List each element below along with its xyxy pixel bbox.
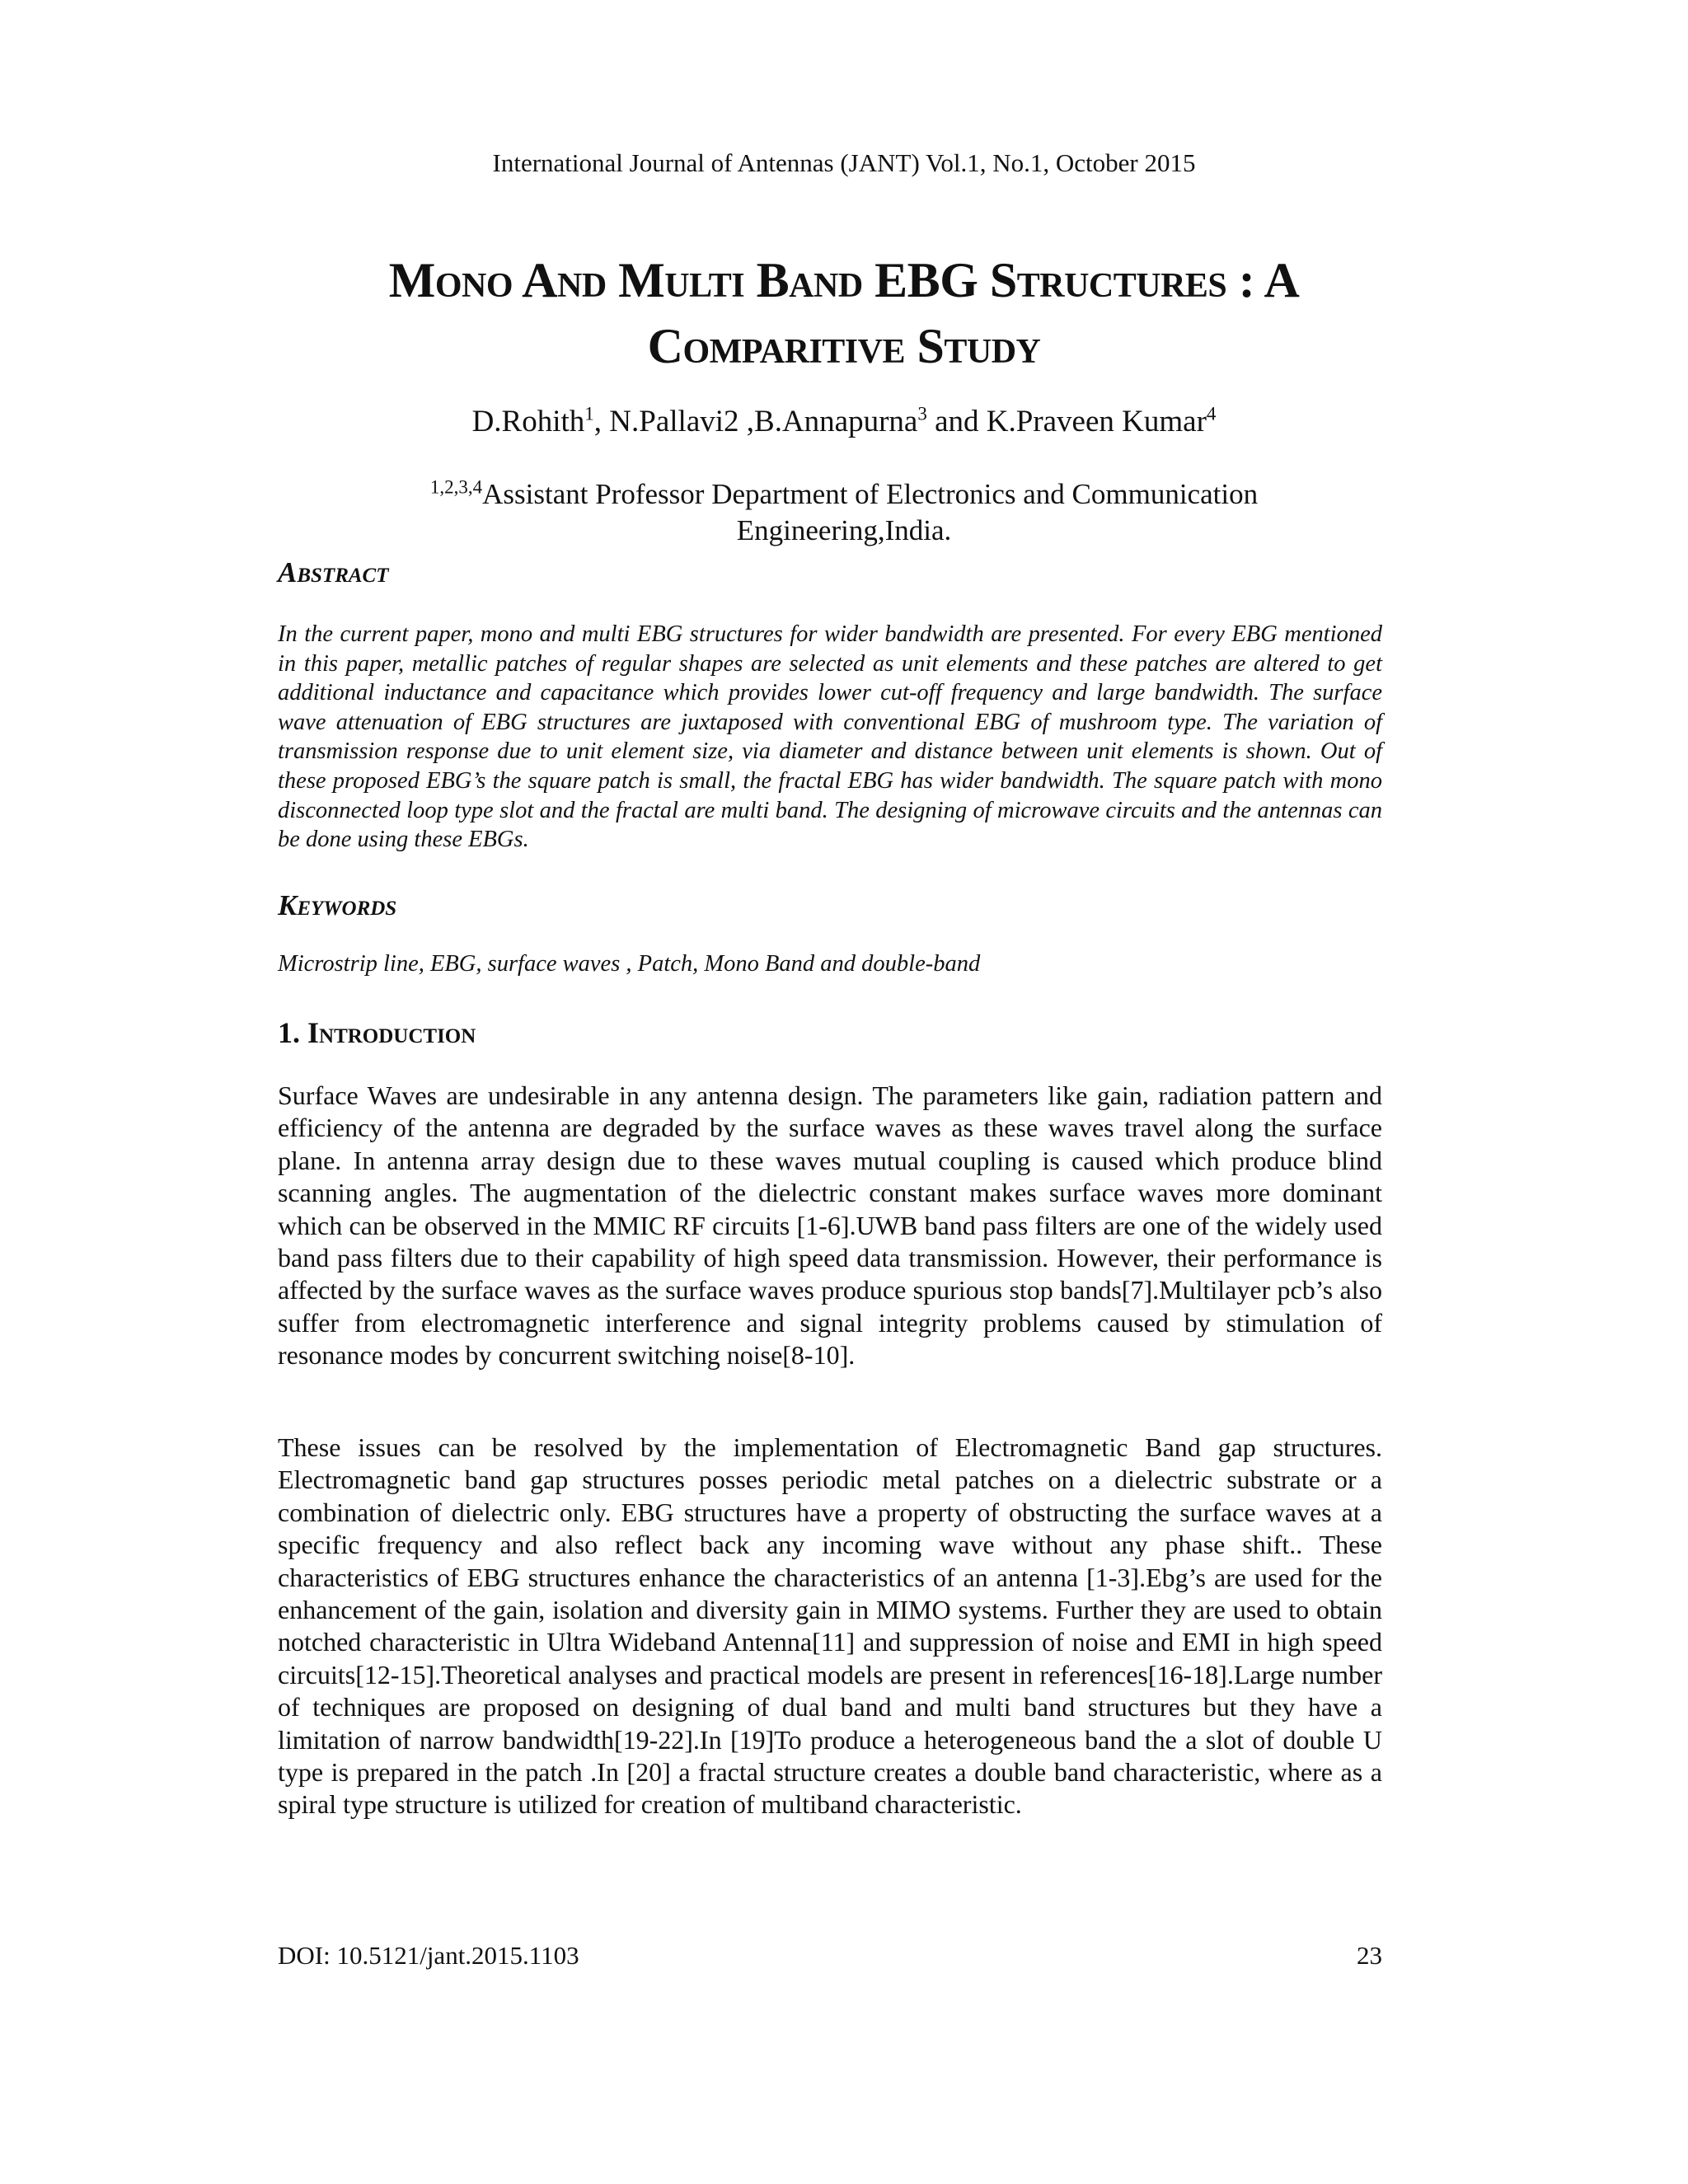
abstract-heading: Abstract (278, 556, 389, 588)
journal-running-head: International Journal of Antennas (JANT) Vol.1, No.1, October 2015 (492, 148, 1196, 177)
introduction-paragraph-1: Surface Waves are undesirable in any antenna design. The parameters like gain, radiation pattern and efficiency of the antenna are degraded by the surface waves as these waves travel along the surface plane. In antenna array design due to these waves mutual coupling is caused which produce blind scanning angles. The augmentation of the dielectric constant makes surface waves more dominant which can be observed in the MMIC RF circuits [1-6].UWB band pass filters are one of the widely used band pass filters due to their capability of high speed data transmission. However, their performance is affected by the surface waves as the surface waves produce spurious stop bands[7].Multilayer pcb’s also suffer from electromagnetic interference and signal integrity problems caused by stimulation of resonance modes by concurrent switching noise[8-10]. (278, 1080, 1382, 1371)
author-affiliation (330, 476, 1358, 549)
keywords-text: Microstrip line, EBG, surface waves , Patch, Mono Band and double-band (278, 951, 981, 977)
paper-title (247, 247, 1441, 379)
author-names-2-3: , N.Pallavi2 ,B.Annapurna (593, 405, 918, 438)
introduction-paragraph-2: These issues can be resolved by the implementation of Electromagnetic Band gap structures. Electromagnetic band gap structures posses periodic metal patches on a dielectric substrate or a combination of dielectric only. EBG structures have a property of obstructing the surface waves at a specific frequency and also reflect back any incoming wave without any phase shift.. These characteristics of EBG structures enhance the characteristics of an antenna [1-3].Ebg’s are used for the enhancement of the gain, isolation and diversity gain in MIMO systems. Further they are used to obtain notched characteristic in Ultra Wideband Antenna[11] and suppression of noise and EMI in high speed circuits[12-15].Theoretical analyses and practical models are present in references[16-18].Large number of techniques are proposed on designing of dual band and multi band structures but they have a limitation of narrow bandwidth[19-22].In [19]To produce a heterogeneous band the a slot of double U type is prepared in the patch .In [20] a fractal structure creates a double band characteristic, where as a spiral type structure is utilized for creation of multiband characteristic. (278, 1432, 1382, 1820)
abstract-text: In the current paper, mono and multi EBG structures for wider bandwidth are presented. For every EBG mentioned in this paper, metallic patches of regular shapes are selected as unit elements and these patches are altered to get additional inductance and capacitance which provides lower cut-off frequency and large bandwidth. The surface wave attenuation of EBG structures are juxtaposed with conventional EBG of mushroom type. The variation of transmission response due to unit element size, via diameter and distance between unit elements is shown. Out of these proposed EBG’s the square patch is small, the fractal EBG has wider bandwidth. The square patch with mono disconnected loop type slot and the fractal are multi band. The designing of microwave circuits and the antennas can be done using these EBGs. (278, 621, 1382, 853)
footer-doi: DOI: 10.5121/jant.2015.1103 (278, 1941, 579, 1970)
author-list (0, 402, 1688, 442)
keywords-heading: Keywords (278, 889, 397, 921)
author-superscript-1: 1 (584, 403, 594, 424)
author-superscript-4: 4 (1206, 403, 1217, 424)
author-name-1: D.Rohith (471, 405, 585, 438)
footer-page-number: 23 (1357, 1941, 1382, 1970)
introduction-heading: 1. Introduction (278, 1016, 476, 1049)
affiliation-superscript: 1,2,3,4 (429, 476, 483, 498)
author-name-4: and K.Praveen Kumar (926, 405, 1207, 438)
paper-title-line-2: Comparitive Study (647, 319, 1041, 373)
affiliation-text: Assistant Professor Department of Electronics and Communication Engineering,India. (482, 478, 1259, 546)
paper-title-line-1: Mono And Multi Band EBG Structures : A (388, 253, 1300, 307)
author-superscript-3: 3 (917, 403, 927, 424)
